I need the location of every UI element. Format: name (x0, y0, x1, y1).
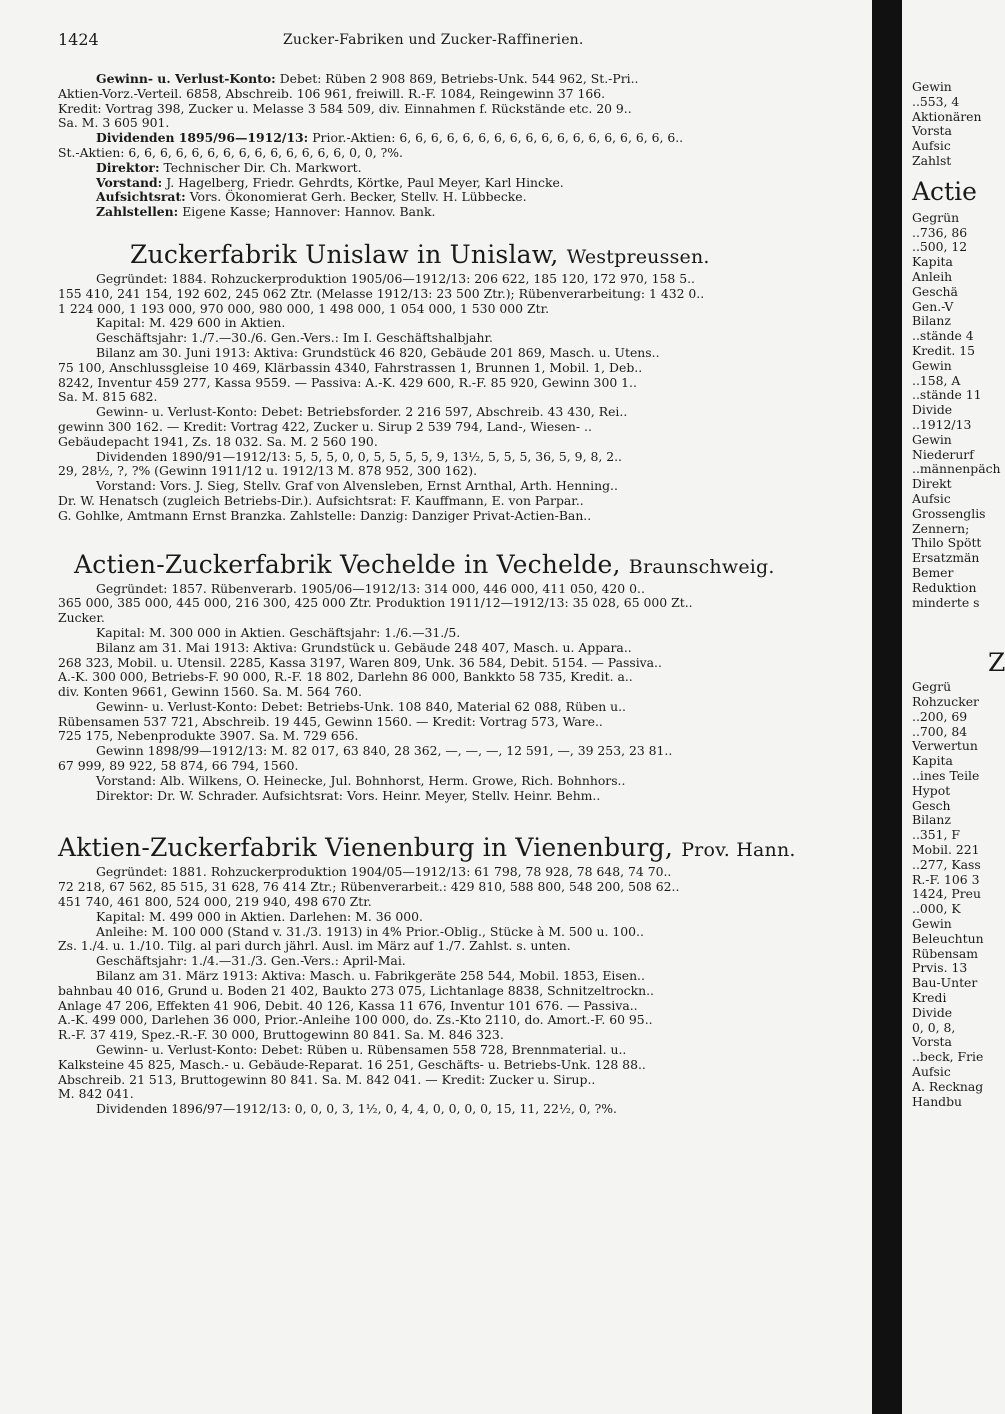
page-title: Zucker-Fabriken und Zucker-Raffinerien. (283, 32, 584, 48)
facing-line: ..beck, Frie (912, 1049, 984, 1065)
facing-line: ..277, Kass (912, 856, 981, 872)
entry-line: Vorstand: Alb. Wilkens, O. Heinecke, Jul. Bohnhorst, Herm. Growe, Rich. Bohnhors.. (96, 772, 626, 788)
vienenburg-entry (58, 865, 858, 1117)
entry-line: G. Gohlke, Amtmann Ernst Branzka. Zahlstelle: Danzig: Danziger Privat-Actien-Ban.. (58, 507, 592, 523)
entry-line: Geschäftsjahr: 1./4.—31./3. Gen.-Vers.: April-Mai. (96, 953, 406, 969)
facing-line: ..736, 86 (912, 224, 968, 240)
entry-line: div. Konten 9661, Gewinn 1560. Sa. M. 564 760. (58, 684, 362, 700)
facing-page-column (912, 79, 1005, 1109)
facing-line: Aufsic (912, 138, 951, 154)
facing-line: Mobil. 221 (912, 842, 980, 858)
facing-heading: Z (988, 648, 1005, 678)
entry-line: Bilanz am 31. Mai 1913: Aktiva: Grundstück u. Gebäude 248 407, Masch. u. Appara.. (96, 639, 632, 655)
facing-line: ..000, K (912, 901, 961, 917)
facing-line: Gewin (912, 79, 952, 94)
entry-line: Rübensamen 537 721, Abschreib. 19 445, Gewinn 1560. — Kredit: Vortrag 573, Ware.. (58, 713, 603, 729)
page-gutter (872, 0, 902, 1414)
entry-text: Debet: Rüben 2 908 869, Betriebs-Unk. 544 962, St.-Pri.. (279, 71, 639, 86)
facing-line: Vorsta (912, 123, 952, 139)
entry-text: Vors. Ökonomierat Gerh. Becker, Stellv. H. Lübbecke. (189, 189, 527, 205)
entry-line: Dr. W. Henatsch (zugleich Betriebs-Dir.). Aufsichtsrat: F. Kauffmann, E. von Parpar.. (58, 492, 584, 508)
entry-line: 268 323, Mobil. u. Utensil. 2285, Kassa 3197, Waren 809, Unk. 36 584, Debit. 5154. — Passiva.. (58, 654, 662, 670)
facing-line: Direkt (912, 476, 952, 492)
entry-line: Gegründet: 1884. Rohzuckerproduktion 1905/06—1912/13: 206 622, 185 120, 172 970, 158 5.. (96, 270, 695, 286)
field-label: Direktor: (96, 159, 160, 175)
facing-line: Gegrü (912, 679, 952, 695)
entry-line: Anlage 47 206, Effekten 41 906, Debit. 40 126, Kassa 11 676, Inventur 101 676. — Passiva.. (58, 997, 638, 1013)
entry-line: R.-F. 37 419, Spez.-R.-F. 30 000, Bruttogewinn 80 841. Sa. M. 846 323. (58, 1027, 504, 1043)
entry-line: M. 842 041. (58, 1086, 134, 1102)
facing-line: Rübensam (912, 945, 979, 961)
entry-line: 155 410, 241 154, 192 602, 245 062 Ztr. (Melasse 1912/13: 23 500 Ztr.); Rübenverarbeitung: 1 432 0.. (58, 285, 705, 301)
facing-line: R.-F. 106 3 (912, 871, 980, 887)
field-label: Vorstand: (96, 174, 163, 190)
facing-line: ..200, 69 (912, 708, 968, 724)
unislaw-entry (58, 272, 858, 524)
page-body (58, 72, 858, 1117)
facing-line: Bau-Unter (912, 975, 978, 991)
facing-line: Prvis. 13 (912, 960, 968, 976)
facing-line: Gesch (912, 797, 951, 813)
facing-line: ..553, 4 (912, 93, 960, 109)
entry-line (58, 131, 858, 146)
facing-line: Hypot (912, 782, 951, 798)
facing-line: Grossenglis (912, 505, 986, 521)
vechelde-entry (58, 582, 858, 804)
field-label: Zahlstellen: (96, 204, 179, 220)
facing-line: Kredi (912, 990, 947, 1006)
facing-line: Anleih (912, 268, 953, 284)
entry-line: Kapital: M. 499 000 in Aktien. Darlehen: M. 36 000. (96, 908, 423, 924)
facing-line: Geschä (912, 283, 958, 299)
entry-line: Gewinn- u. Verlust-Konto: Debet: Rüben u. Rübensamen 558 728, Brennmaterial. u.. (96, 1042, 627, 1058)
entry-line: A.-K. 499 000, Darlehen 36 000, Prior.-Anleihe 100 000, do. Zs.-Kto 2110, do. Amort.-F. 60 95.. (58, 1012, 653, 1028)
entry-line: Kapital: M. 300 000 in Aktien. Geschäftsjahr: 1./6.—31./5. (96, 624, 461, 640)
facing-line: Gen.-V (912, 298, 954, 314)
main-column (58, 30, 858, 1117)
entry-line (58, 161, 858, 176)
entry-line: Bilanz am 30. Juni 1913: Aktiva: Grundstück 46 820, Gebäude 201 869, Masch. u. Utens.. (96, 344, 660, 360)
facing-line: Handbu (912, 1093, 963, 1109)
entry-line (58, 205, 858, 220)
facing-line: minderte s (912, 594, 980, 610)
facing-line: Verwertun (912, 738, 978, 754)
company-heading-vechelde: Actien-Zuckerfabrik Vechelde in Vechelde, Braunschweig. (74, 549, 775, 579)
facing-line: Gewin (912, 916, 952, 932)
entry-line: Gewinn- u. Verlust-Konto: Debet: Betriebs-Unk. 108 840, Material 62 088, Rüben u.. (96, 698, 626, 714)
facing-line: Thilo Spött (912, 535, 982, 551)
facing-line: Bilanz (912, 313, 951, 329)
entry-line: 67 999, 89 922, 58 874, 66 794, 1560. (58, 758, 299, 774)
entry-line: 8242, Inventur 459 277, Kassa 9559. — Passiva: A.-K. 429 600, R.-F. 85 920, Gewinn 300 1.. (58, 374, 637, 390)
facing-line: Beleuchtun (912, 930, 984, 946)
facing-line: Gegrün (912, 209, 960, 225)
facing-line: ..351, F (912, 827, 961, 843)
facing-line: Aktionären (912, 108, 982, 124)
entry-line: 1 224 000, 1 193 000, 970 000, 980 000, 1 498 000, 1 054 000, 1 530 000 Ztr. (58, 300, 550, 316)
entry-line: Gewinn- u. Verlust-Konto: Debet: Betriebsforder. 2 216 597, Abschreib. 43 430, Rei.. (96, 404, 628, 420)
facing-line: 1424, Preu (912, 886, 981, 902)
entry-line: 725 175, Nebenprodukte 3907. Sa. M. 729 656. (58, 728, 359, 744)
facing-line: Kapita (912, 753, 953, 769)
entry-line: Gegründet: 1857. Rübenverarb. 1905/06—1912/13: 314 000, 446 000, 411 050, 420 0.. (96, 580, 645, 596)
facing-line: Aufsic (912, 490, 951, 506)
entry-line: St.-Aktien: 6, 6, 6, 6, 6, 6, 6, 6, 6, 6, 6, 6, 6, 6, 0, 0, ?%. (58, 144, 403, 160)
entry-line: Kapital: M. 429 600 in Aktien. (96, 315, 286, 331)
entry-line: 365 000, 385 000, 445 000, 216 300, 425 000 Ztr. Produktion 1911/12—1912/13: 35 028, 65 000 Zt.. (58, 595, 693, 611)
facing-line: Bilanz (912, 812, 951, 828)
entry-line: 29, 28½, ?, ?% (Gewinn 1911/12 u. 1912/13 M. 878 952, 300 162). (58, 463, 478, 479)
entry-line: 72 218, 67 562, 85 515, 31 628, 76 414 Ztr.; Rübenverarbeit.: 429 810, 588 800, 548 200, 508 62.. (58, 879, 680, 895)
field-label: Aufsichtsrat: (96, 189, 186, 205)
facing-line: A. Recknag (912, 1078, 984, 1094)
facing-line: Divide (912, 402, 953, 418)
facing-line: ..ines Teile (912, 768, 980, 784)
facing-line: ..500, 12 (912, 239, 968, 255)
facing-line: Kapita (912, 254, 953, 270)
entry-line (58, 190, 858, 205)
facing-line: Bemer (912, 564, 954, 580)
entry-line: Dividenden 1890/91—1912/13: 5, 5, 5, 0, 0, 5, 5, 5, 5, 9, 13½, 5, 5, 5, 36, 5, 9, 8, 2.. (96, 448, 622, 464)
entry-text: Prior.-Aktien: 6, 6, 6, 6, 6, 6, 6, 6, 6, 6, 6, 6, 6, 6, 6, 6, 6, 6.. (312, 130, 684, 146)
facing-line: Aufsic (912, 1064, 951, 1080)
entry-text: J. Hagelberg, Friedr. Gehrdts, Körtke, Paul Meyer, Karl Hincke. (166, 174, 564, 190)
facing-block-b (912, 211, 1002, 611)
entry-line: Sa. M. 3 605 901. (58, 115, 170, 131)
facing-line: Rohzucker (912, 694, 979, 710)
facing-line: Gewin (912, 357, 952, 373)
facing-line: Divide (912, 1004, 953, 1020)
entry-line: bahnbau 40 016, Grund u. Boden 21 402, Baukto 273 075, Lichtanlage 8838, Schnitzeltrockn.. (58, 982, 654, 998)
entry-line: Anleihe: M. 100 000 (Stand v. 31./3. 1913) in 4% Prior.-Oblig., Stücke à M. 500 u. 100.. (96, 923, 644, 939)
entry-line: Aktien-Vorz.-Verteil. 6858, Abschreib. 106 961, freiwill. R.-F. 1084, Reingewinn 37 166. (58, 85, 606, 101)
entry-line: 75 100, Anschlussgleise 10 469, Klärbassin 4340, Fahrstrassen 1, Brunnen 1, Mobil. 1, Deb.. (58, 359, 643, 375)
facing-line: ..stände 11 (912, 387, 982, 403)
facing-line: Niederurf (912, 446, 974, 462)
entry-line: 451 740, 461 800, 524 000, 219 940, 498 670 Ztr. (58, 894, 372, 910)
entry-line: Zucker. (58, 610, 105, 626)
entry-line: Gewinn 1898/99—1912/13: M. 82 017, 63 840, 28 362, —, —, —, 12 591, —, 39 253, 23 81.. (96, 743, 673, 759)
field-label: Gewinn- u. Verlust-Konto: (96, 71, 276, 86)
entry-line: Sa. M. 815 682. (58, 389, 158, 405)
entry-line: Dividenden 1896/97—1912/13: 0, 0, 0, 3, 1½, 0, 4, 4, 0, 0, 0, 0, 15, 11, 22½, 0, ?%. (96, 1101, 617, 1117)
entry-line: Bilanz am 31. März 1913: Aktiva: Masch. u. Fabrikgeräte 258 544, Mobil. 1853, Eisen.. (96, 968, 645, 984)
facing-line: Reduktion (912, 579, 977, 595)
entry-line: A.-K. 300 000, Betriebs-F. 90 000, R.-F. 18 802, Darlehn 86 000, Bankkto 58 735, Kredit. a.. (58, 669, 633, 685)
facing-line: ..männenpäch (912, 461, 1001, 477)
facing-line: Zennern; (912, 520, 970, 536)
entry-line: Abschreib. 21 513, Bruttogewinn 80 841. Sa. M. 842 041. — Kredit: Zucker u. Sirup.. (58, 1071, 596, 1087)
facing-line: ..700, 84 (912, 723, 968, 739)
entry-line: Gegründet: 1881. Rohzuckerproduktion 1904/05—1912/13: 61 798, 78 928, 78 648, 74 70.. (96, 864, 672, 880)
facing-heading: Actie (912, 176, 977, 206)
company-heading-unislaw: Zuckerfabrik Unislaw in Unislaw, Westpreussen. (130, 239, 710, 269)
facing-line: Zahlst (912, 152, 952, 168)
facing-line: Vorsta (912, 1034, 952, 1050)
page-header (58, 30, 858, 54)
entry-line: Zs. 1./4. u. 1./10. Tilg. al pari durch jährl. Ausl. im März auf 1./7. Zahlst. s. unten. (58, 938, 571, 954)
facing-block-c (912, 680, 1002, 1109)
facing-line: ..1912/13 (912, 416, 972, 432)
facing-line: ..stände 4 (912, 328, 974, 344)
facing-line: Ersatzmän (912, 550, 980, 566)
facing-line: Gewin (912, 431, 952, 447)
entry-line: Geschäftsjahr: 1./7.—30./6. Gen.-Vers.: Im I. Geschäftshalbjahr. (96, 330, 493, 346)
facing-line: ..158, A (912, 372, 961, 388)
page-number: 1424 (58, 30, 99, 49)
company-heading-vienenburg: Aktien-Zuckerfabrik Vienenburg in Vienenburg, Prov. Hann. (58, 833, 796, 863)
facing-line: 0, 0, 8, (912, 1019, 956, 1035)
entry-text: Technischer Dir. Ch. Markwort. (163, 159, 362, 175)
entry-text: Eigene Kasse; Hannover: Hannov. Bank. (182, 204, 436, 220)
entry-line (58, 72, 858, 87)
entry-line: Gebäudepacht 1941, Zs. 18 032. Sa. M. 2 560 190. (58, 433, 378, 449)
entry-line: Vorstand: Vors. J. Sieg, Stellv. Graf von Alvensleben, Ernst Arnthal, Arth. Henning.. (96, 478, 618, 494)
facing-line: Kredit. 15 (912, 342, 976, 358)
entry-line: gewinn 300 162. — Kredit: Vortrag 422, Zucker u. Sirup 2 539 794, Land-, Wiesen- .. (58, 418, 592, 434)
entry-line: Kalksteine 45 825, Masch.- u. Gebäude-Reparat. 16 251, Geschäfts- u. Betriebs-Unk. 128 88.. (58, 1056, 646, 1072)
entry-line: Direktor: Dr. W. Schrader. Aufsichtsrat: Vors. Heinr. Meyer, Stellv. Heinr. Behm.. (96, 787, 601, 803)
field-label: Dividenden 1895/96—1912/13: (96, 130, 309, 146)
entry-line: Kredit: Vortrag 398, Zucker u. Melasse 3 584 509, div. Einnahmen f. Rückstände etc. 20 9.. (58, 100, 632, 116)
